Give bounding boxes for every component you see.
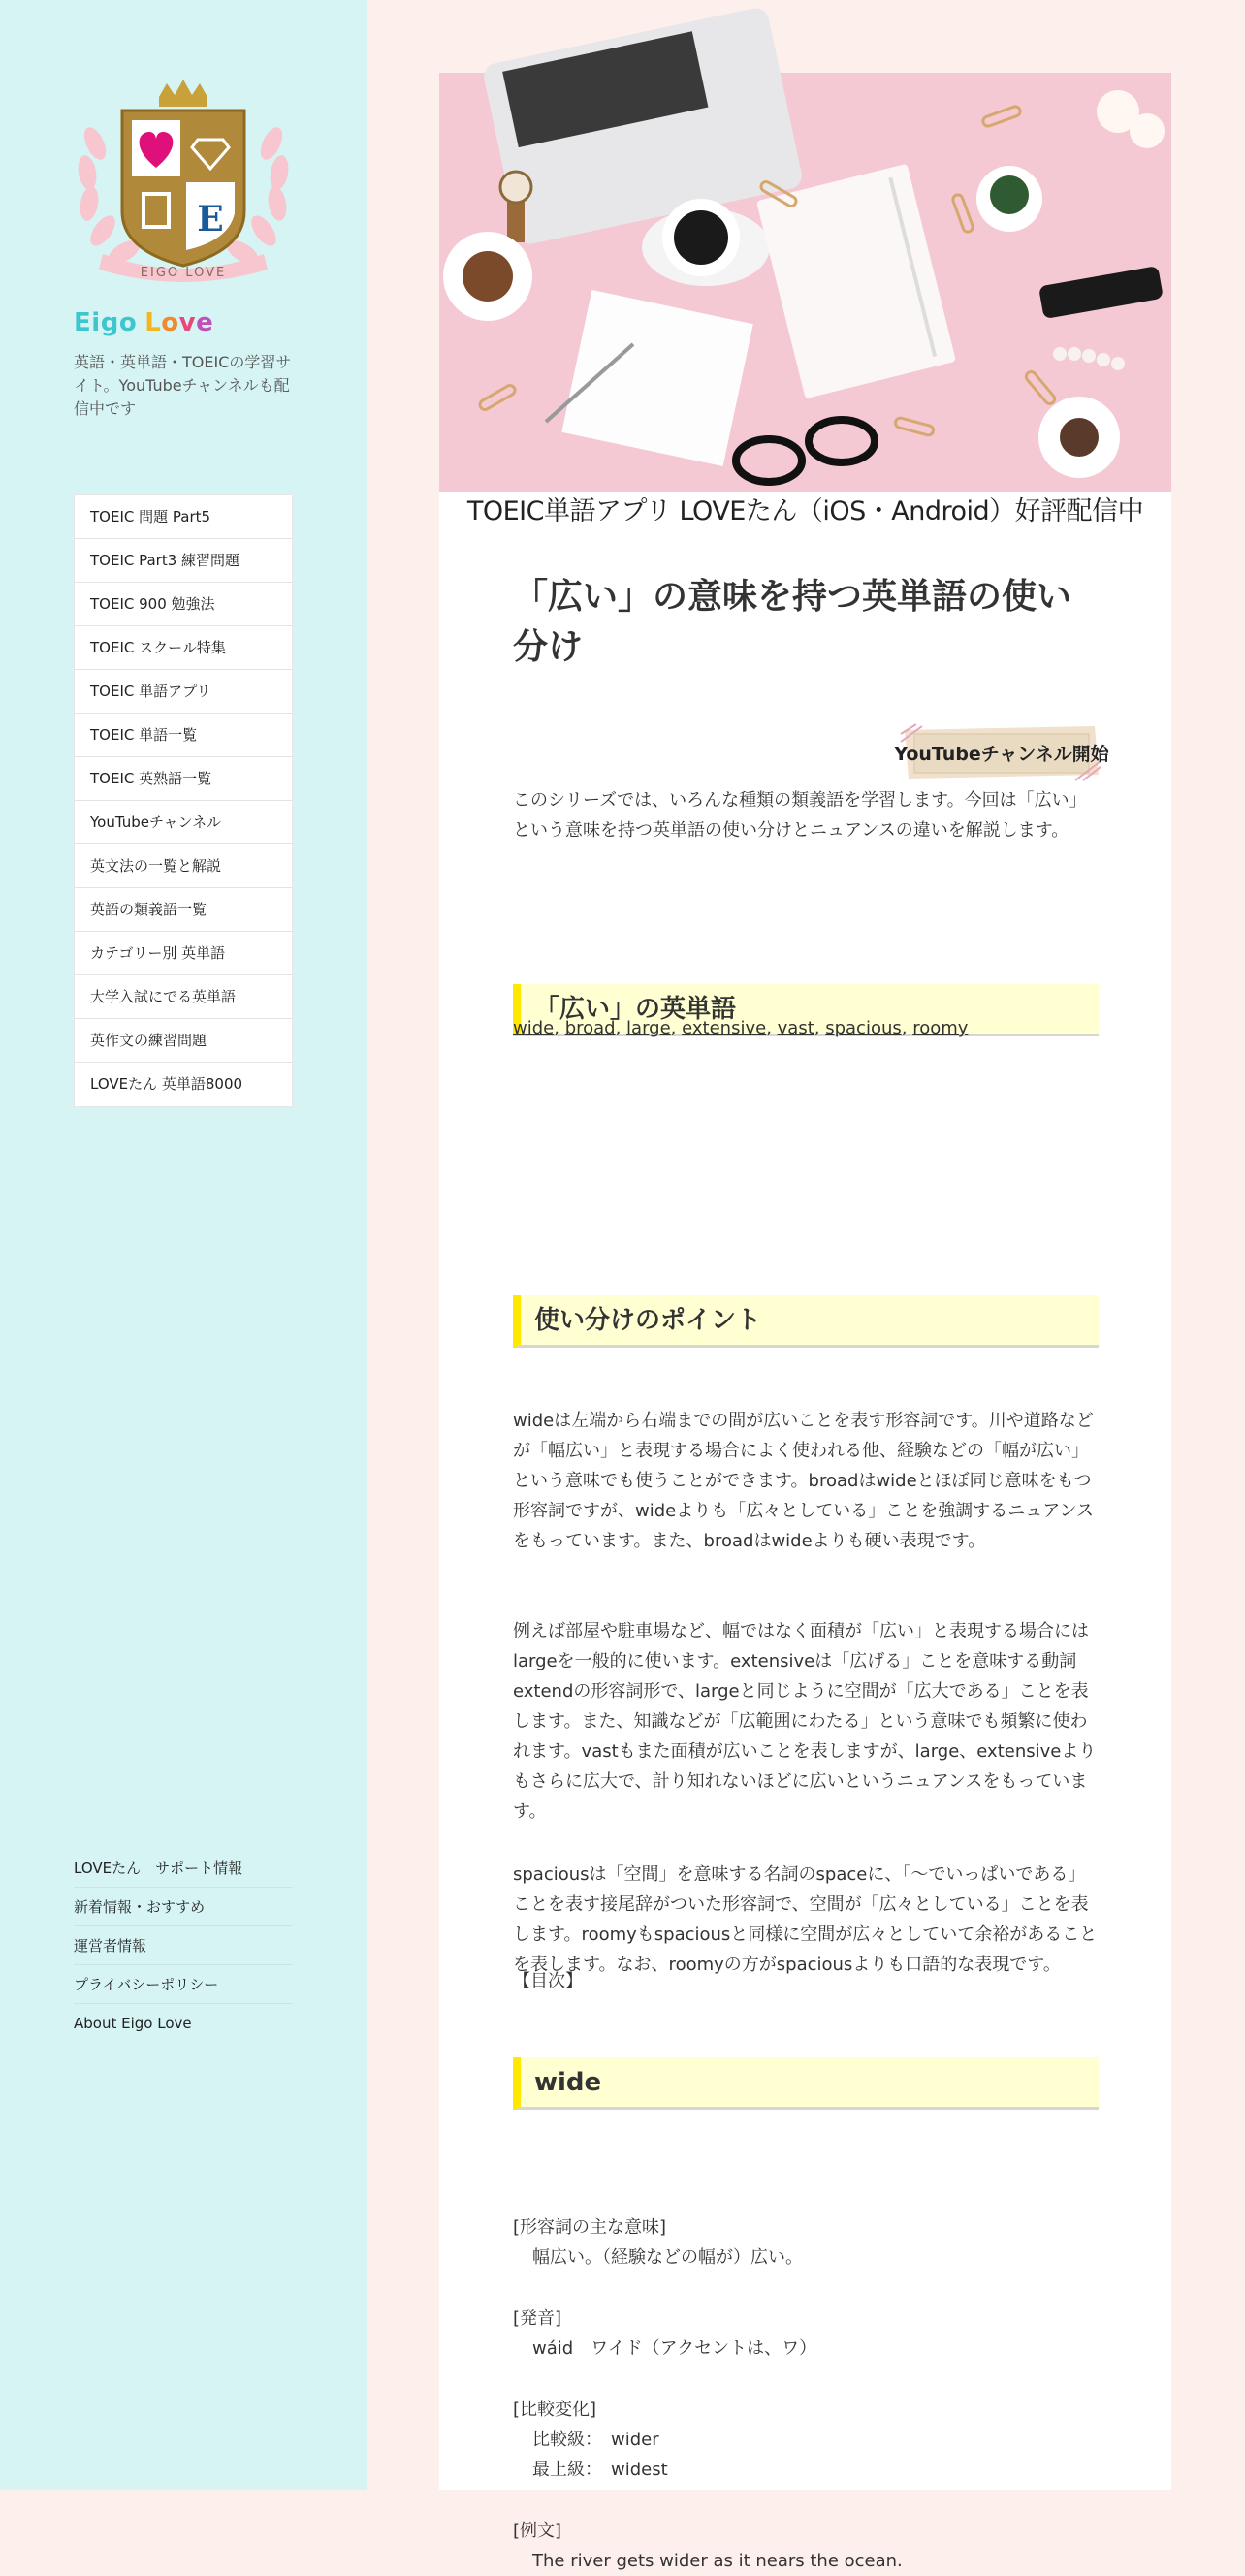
superlative-text: 最上級： widest	[532, 2460, 668, 2480]
points-paragraph-1: wideは左端から右端までの間が広いことを表す形容詞です。川や道路などが「幅広い」と表現する場合によく使われる他、経験などの「幅が広い」という意味でも使うことができます。broadはwideとほぼ同じ意味をもつ形容詞ですが、wideよりも「広々としている」ことを強調するニュアンスをもっています。また、broadはwideよりも硬い表現です。	[513, 1411, 1094, 1551]
site-title-letter: e	[196, 308, 214, 337]
sidebar	[0, 0, 367, 2490]
word-link[interactable]: extensive	[682, 1018, 767, 1038]
banner-caption[interactable]: TOEIC単語アプリ LOVEたん（iOS・Android）好評配信中	[466, 496, 1144, 526]
heading-points: 使い分けのポイント	[513, 1295, 1099, 1348]
header-banner-image[interactable]	[439, 73, 1171, 492]
word-link[interactable]: vast	[777, 1018, 814, 1038]
site-logo[interactable]	[74, 76, 293, 289]
compare-label: [比較変化]	[513, 2400, 597, 2420]
main-nav	[74, 494, 293, 1107]
nav-item[interactable]: TOEIC 単語アプリ	[75, 670, 292, 714]
site-title-letter: L	[144, 308, 162, 337]
footer-link[interactable]: 運営者情報	[74, 1926, 293, 1965]
footer-link[interactable]: About Eigo Love	[74, 2015, 192, 2032]
meaning-text: 幅広い。（経験などの幅が）広い。	[532, 2247, 803, 2268]
site-title-letter: g	[100, 308, 119, 337]
svg-text:E: E	[197, 199, 224, 239]
footer-links	[74, 1849, 293, 2043]
word-separator: ,	[554, 1018, 565, 1038]
word-link[interactable]: large	[626, 1018, 671, 1038]
nav-item[interactable]: TOEIC 単語一覧	[75, 714, 292, 757]
nav-item[interactable]: TOEIC Part3 練習問題	[75, 539, 292, 583]
youtube-channel-badge[interactable]	[894, 724, 1109, 780]
footer-link[interactable]: LOVEたん サポート情報	[74, 1849, 293, 1888]
site-title-letter: E	[74, 308, 92, 337]
comparative-text: 比較級： wider	[532, 2430, 659, 2450]
nav-item[interactable]: カテゴリー別 英単語	[75, 932, 292, 975]
site-title-letter: v	[178, 308, 197, 337]
meaning-label: [形容詞の主な意味]	[513, 2217, 667, 2238]
site-title[interactable]	[74, 308, 213, 337]
example-label: [例文]	[513, 2521, 562, 2541]
footer-link[interactable]: プライバシーポリシー	[74, 1965, 293, 2004]
wide-pronunciation	[513, 2304, 1099, 2364]
heading-wide: wide	[513, 2057, 1099, 2110]
wide-comparison	[513, 2395, 1099, 2485]
word-separator: ,	[766, 1018, 778, 1038]
word-links	[513, 1018, 968, 1038]
post-title: 「広い」の意味を持つ英単語の使い分け	[513, 577, 1072, 667]
youtube-badge-label: YouTubeチャンネル開始	[894, 744, 1109, 765]
main-content	[439, 73, 1171, 2571]
site-description: 英語・英単語・TOEICの学習サイト。YouTubeチャンネルも配信中です	[74, 353, 292, 418]
heading-words: 「広い」の英単語	[513, 984, 1099, 1036]
nav-item[interactable]: 英語の類義語一覧	[75, 888, 292, 932]
nav-item[interactable]: 英作文の練習問題	[75, 1019, 292, 1063]
nav-item[interactable]: LOVEたん 英単語8000	[90, 1075, 243, 1093]
word-separator: ,	[814, 1018, 826, 1038]
pron-text: wáid ワイド（アクセントは、ワ）	[532, 2338, 817, 2359]
nav-item[interactable]: TOEIC スクール特集	[75, 626, 292, 670]
word-separator: ,	[901, 1018, 913, 1038]
footer-link[interactable]: 新着情報・おすすめ	[74, 1888, 293, 1926]
example-text: The river gets wider as it nears the ocean.	[532, 2551, 903, 2571]
site-title-letter: o	[118, 308, 138, 337]
logo-text: EIGO LOVE	[140, 266, 227, 280]
nav-item[interactable]: TOEIC 問題 Part5	[75, 495, 292, 539]
site-title-letter: i	[91, 308, 101, 337]
nav-item[interactable]: 英文法の一覧と解説	[75, 844, 292, 888]
word-link[interactable]: spacious	[825, 1018, 902, 1038]
intro-paragraph: このシリーズでは、いろんな種類の類義語を学習します。今回は「広い」という意味を持つ英単語の使い分けとニュアンスの違いを解説します。	[513, 790, 1087, 841]
pron-label: [発音]	[513, 2308, 562, 2329]
nav-item[interactable]: TOEIC 900 勉強法	[75, 583, 292, 626]
toc-link[interactable]: 【目次】	[513, 1971, 583, 1991]
word-link[interactable]: broad	[564, 1018, 616, 1038]
nav-item[interactable]: 大学入試にでる英単語	[75, 975, 292, 1019]
wide-example	[513, 2516, 1099, 2576]
nav-item[interactable]: TOEIC 英熟語一覧	[75, 757, 292, 801]
points-paragraph-2: 例えば部屋や駐車場など、幅ではなく面積が「広い」と表現する場合にはlargeを一般的に使います。extensiveは「広げる」ことを意味する動詞extendの形容詞形で、largeと同じように空間が「広大である」ことを表します。また、知識などが「広範囲にわたる」という意味でも頻繁に使われます。vastもまた面積が広いことを表しますが、large、extensiveよりもさらに広大で、計り知れないほどに広いというニュアンスをもっています。	[513, 1621, 1097, 1822]
word-separator: ,	[670, 1018, 683, 1038]
wide-meaning	[513, 2212, 1099, 2273]
word-separator: ,	[615, 1018, 627, 1038]
word-link[interactable]: roomy	[912, 1018, 969, 1038]
nav-item[interactable]: YouTubeチャンネル	[75, 801, 292, 844]
word-link[interactable]: wide	[513, 1018, 555, 1038]
points-paragraph-3: spaciousは「空間」を意味する名詞のspaceに、「～でいっぱいである」ことを表す接尾辞がついた形容詞で、空間が「広々としている」ことを表します。roomyもspaciousと同様に空間が広々としていて余裕があることを表します。なお、roomyの方がspaciousよりも口語的な表現です。	[513, 1864, 1098, 1975]
site-title-letter: o	[161, 308, 179, 337]
flatlay-photo	[439, 73, 1171, 492]
